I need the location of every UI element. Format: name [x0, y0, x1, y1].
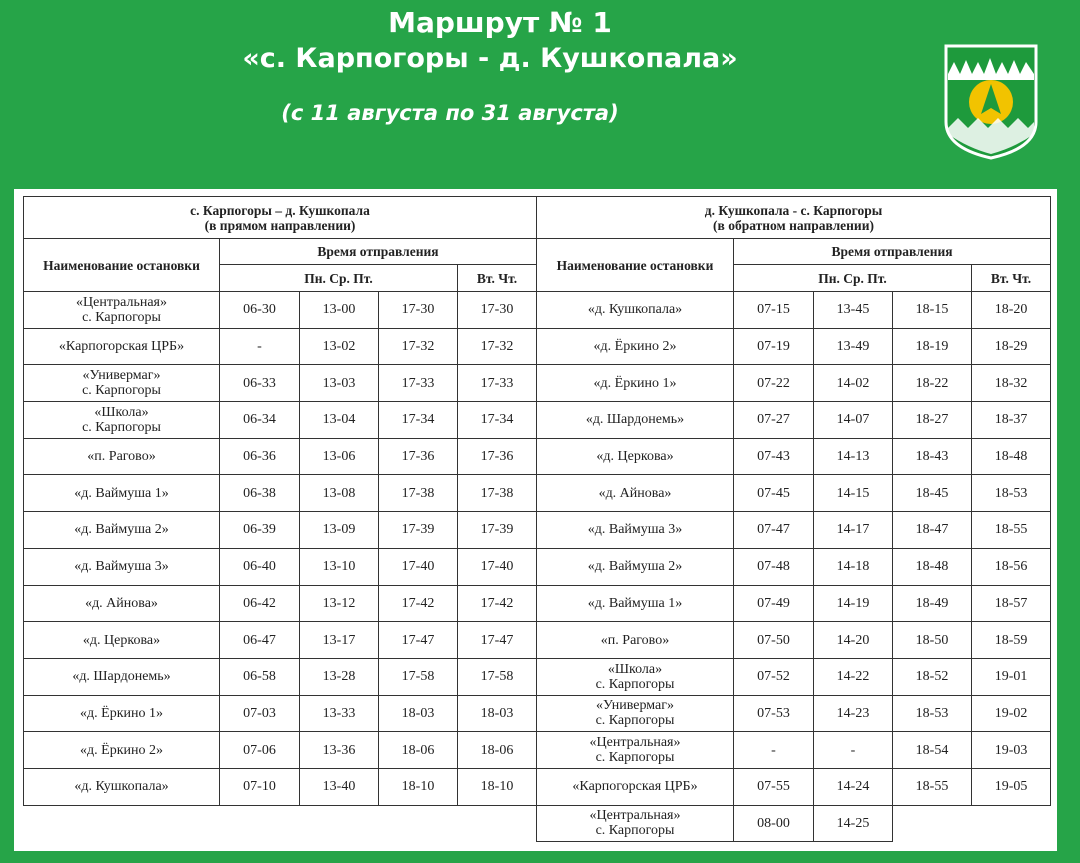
table-row: [24, 365, 537, 402]
departure-time: 14-22: [814, 658, 893, 695]
departure-time: 13-33: [300, 695, 379, 732]
stop-name: «Центральная»: [76, 294, 167, 310]
table-row: [24, 695, 537, 732]
stop-locality: с. Карпогоры: [82, 383, 161, 399]
table-row: [24, 512, 537, 549]
route-name: «с. Карпогоры - д. Кушкопала»: [242, 43, 738, 74]
departure-time: -: [220, 328, 300, 365]
departure-time: 18-56: [972, 548, 1051, 585]
departure-time: 17-33: [379, 365, 458, 402]
departure-time: 06-47: [220, 622, 300, 659]
departure-time: 18-10: [379, 768, 458, 805]
departure-time: 13-10: [300, 548, 379, 585]
departure-time: 17-30: [458, 292, 537, 329]
departure-time: 17-47: [379, 622, 458, 659]
departure-time: 14-15: [814, 475, 893, 512]
table-row: [24, 585, 537, 622]
stop-name: «Школа»: [94, 404, 149, 420]
departure-time: 17-58: [379, 658, 458, 695]
stop-name: «Универмаг»: [596, 698, 674, 714]
departure-time: 07-47: [734, 512, 814, 549]
departure-time: 07-22: [734, 365, 814, 402]
departure-time: 18-10: [458, 768, 537, 805]
forward-direction-title: с. Карпогоры – д. Кушкопала: [190, 202, 370, 218]
departure-time: 14-02: [814, 365, 893, 402]
departure-time: 18-53: [893, 695, 972, 732]
departure-time: 17-40: [379, 548, 458, 585]
departure-time: 13-03: [300, 365, 379, 402]
departure-time: 13-12: [300, 585, 379, 622]
departure-time: 18-52: [893, 658, 972, 695]
departure-time: 18-32: [972, 365, 1051, 402]
stop-name-cell: [24, 328, 220, 365]
departure-time: 17-58: [458, 658, 537, 695]
stop-name-cell: [24, 365, 220, 402]
departure-time: 18-03: [458, 695, 537, 732]
departure-time: 18-06: [458, 732, 537, 769]
stop-name-cell: [537, 732, 734, 769]
table-row: [24, 328, 537, 365]
table-row: [24, 768, 537, 805]
departure-time: 18-22: [893, 365, 972, 402]
stop-name: «д. Ваймуша 2»: [587, 559, 683, 575]
stop-name: «д. Ёркино 2»: [593, 339, 677, 355]
departure-time: 07-15: [734, 292, 814, 329]
departure-time: 13-40: [300, 768, 379, 805]
route-period: (с 11 августа по 31 августа): [281, 101, 619, 125]
stop-name-cell: [24, 292, 220, 329]
backward-direction-header: [537, 197, 1051, 239]
table-row: [537, 548, 1051, 585]
backward-stop-header: Наименование остановки: [537, 239, 734, 292]
departure-time: 08-00: [734, 805, 814, 842]
table-row: [537, 438, 1051, 475]
table-row: [24, 622, 537, 659]
departure-time: 14-19: [814, 585, 893, 622]
timetable-sheet: [14, 189, 1057, 851]
departure-time: 06-58: [220, 658, 300, 695]
stop-name-cell: [537, 585, 734, 622]
table-row: [537, 805, 1051, 842]
stop-name-cell: [537, 365, 734, 402]
table-row: [537, 585, 1051, 622]
stop-name: «д. Ёркино 1»: [80, 705, 163, 721]
departure-time: 17-47: [458, 622, 537, 659]
table-row: [537, 365, 1051, 402]
departure-time: 18-49: [893, 585, 972, 622]
departure-time: 07-43: [734, 438, 814, 475]
departure-time: 13-08: [300, 475, 379, 512]
departure-time: 18-27: [893, 402, 972, 439]
departure-time: 19-02: [972, 695, 1051, 732]
table-row: [537, 732, 1051, 769]
departure-time: 07-03: [220, 695, 300, 732]
table-row: [537, 328, 1051, 365]
departure-time: 18-37: [972, 402, 1051, 439]
stop-name: «д. Церкова»: [82, 632, 161, 648]
table-row: [537, 402, 1051, 439]
forward-time-header: Время отправления: [220, 239, 537, 265]
stop-name-cell: [537, 402, 734, 439]
departure-time: 07-52: [734, 658, 814, 695]
departure-time: 18-48: [893, 548, 972, 585]
stop-name-cell: [24, 402, 220, 439]
stop-name-cell: [24, 695, 220, 732]
stop-name-cell: [537, 438, 734, 475]
stop-name-cell: [537, 768, 734, 805]
table-row: [24, 292, 537, 329]
stop-name-cell: [537, 292, 734, 329]
stop-name: «д. Ёркино 1»: [593, 375, 677, 391]
departure-time: 06-39: [220, 512, 300, 549]
departure-time: 17-40: [458, 548, 537, 585]
departure-time: 06-38: [220, 475, 300, 512]
stop-locality: с. Карпогоры: [595, 713, 675, 729]
stop-name: «д. Ваймуша 2»: [74, 522, 169, 538]
stop-name: «д. Ваймуша 3»: [587, 522, 683, 538]
stop-name-cell: [24, 512, 220, 549]
stop-name-cell: [537, 805, 734, 842]
departure-time: 07-50: [734, 622, 814, 659]
departure-time: 18-48: [972, 438, 1051, 475]
departure-time: 17-32: [458, 328, 537, 365]
departure-time: 17-42: [379, 585, 458, 622]
forward-stop-header: Наименование остановки: [24, 239, 220, 292]
departure-time: 07-49: [734, 585, 814, 622]
stop-name: «д. Шардонемь»: [72, 669, 171, 685]
departure-time: 14-07: [814, 402, 893, 439]
departure-time: 18-03: [379, 695, 458, 732]
departure-time: 06-42: [220, 585, 300, 622]
table-row: [24, 658, 537, 695]
stop-name: «д. Ёркино 2»: [80, 742, 163, 758]
stop-name: «Универмаг»: [82, 368, 161, 384]
departure-time: 17-38: [379, 475, 458, 512]
departure-time: 07-53: [734, 695, 814, 732]
departure-time: 18-43: [893, 438, 972, 475]
stop-name: «д. Ваймуша 1»: [74, 485, 169, 501]
stop-name: «д. Кушкопала»: [587, 302, 683, 318]
table-row: [537, 695, 1051, 732]
table-row: [24, 438, 537, 475]
departure-time: 13-09: [300, 512, 379, 549]
stop-name-cell: [24, 768, 220, 805]
table-row: [537, 622, 1051, 659]
departure-time: 19-03: [972, 732, 1051, 769]
departure-time: 07-55: [734, 768, 814, 805]
departure-time: 14-13: [814, 438, 893, 475]
departure-time: 06-40: [220, 548, 300, 585]
coat-of-arms-icon: [944, 44, 1038, 160]
departure-time: 07-06: [220, 732, 300, 769]
departure-time: 13-00: [300, 292, 379, 329]
departure-time: 17-33: [458, 365, 537, 402]
departure-time: 13-28: [300, 658, 379, 695]
stop-name: «Центральная»: [589, 808, 681, 824]
empty-cell: [972, 805, 1051, 842]
departure-time: 07-10: [220, 768, 300, 805]
departure-time: 18-53: [972, 475, 1051, 512]
departure-time: 14-23: [814, 695, 893, 732]
stop-name-cell: [24, 548, 220, 585]
stop-name: «д. Церкова»: [596, 449, 674, 465]
stop-name-cell: [24, 622, 220, 659]
stop-name: «п. Рагово»: [87, 449, 156, 465]
backward-timetable: [536, 196, 1051, 842]
departure-time: 17-39: [458, 512, 537, 549]
departure-time: 18-55: [972, 512, 1051, 549]
departure-time: 18-15: [893, 292, 972, 329]
stop-name-cell: [24, 475, 220, 512]
empty-cell: [893, 805, 972, 842]
departure-time: 18-57: [972, 585, 1051, 622]
stop-locality: с. Карпогоры: [595, 823, 675, 839]
departure-time: 17-34: [458, 402, 537, 439]
table-row: [24, 732, 537, 769]
stop-name: «д. Айнова»: [598, 485, 672, 501]
stop-name-cell: [537, 622, 734, 659]
stop-name: «п. Рагово»: [600, 632, 670, 648]
departure-time: 18-29: [972, 328, 1051, 365]
departure-time: 17-39: [379, 512, 458, 549]
table-row: [24, 402, 537, 439]
stop-name-cell: [24, 658, 220, 695]
departure-time: 19-05: [972, 768, 1051, 805]
departure-time: 07-19: [734, 328, 814, 365]
departure-time: 06-33: [220, 365, 300, 402]
forward-timetable: [23, 196, 537, 806]
stop-locality: с. Карпогоры: [82, 419, 161, 435]
departure-time: 13-45: [814, 292, 893, 329]
backward-direction-sub: (в обратном направлении): [713, 217, 874, 233]
stop-locality: с. Карпогоры: [82, 309, 161, 325]
table-row: [537, 768, 1051, 805]
departure-time: 06-36: [220, 438, 300, 475]
table-row: [537, 475, 1051, 512]
table-row: [24, 475, 537, 512]
stop-name-cell: [537, 658, 734, 695]
departure-time: 14-25: [814, 805, 893, 842]
departure-time: 07-27: [734, 402, 814, 439]
forward-direction-sub: (в прямом направлении): [204, 217, 356, 233]
table-row: [537, 658, 1051, 695]
departure-time: 18-59: [972, 622, 1051, 659]
departure-time: 14-18: [814, 548, 893, 585]
departure-time: 07-45: [734, 475, 814, 512]
forward-days-tt: Вт. Чт.: [458, 265, 537, 292]
departure-time: 07-48: [734, 548, 814, 585]
table-row: [537, 512, 1051, 549]
departure-time: 18-54: [893, 732, 972, 769]
departure-time: 06-34: [220, 402, 300, 439]
stop-name-cell: [537, 695, 734, 732]
departure-time: 17-42: [458, 585, 537, 622]
departure-time: -: [814, 732, 893, 769]
stop-locality: с. Карпогоры: [595, 750, 675, 766]
stop-name-cell: [24, 732, 220, 769]
forward-days-mwf: Пн. Ср. Пт.: [220, 265, 458, 292]
table-row: [537, 292, 1051, 329]
stop-name: «Школа»: [607, 661, 663, 677]
departure-time: 13-06: [300, 438, 379, 475]
departure-time: 17-32: [379, 328, 458, 365]
departure-time: 13-49: [814, 328, 893, 365]
departure-time: 17-38: [458, 475, 537, 512]
stop-name: «д. Ваймуша 3»: [74, 559, 169, 575]
backward-time-header: Время отправления: [734, 239, 1051, 265]
departure-time: 17-36: [379, 438, 458, 475]
stop-locality: с. Карпогоры: [595, 676, 675, 692]
departure-time: 18-20: [972, 292, 1051, 329]
route-title: Маршрут № 1: [388, 6, 612, 39]
departure-time: 13-17: [300, 622, 379, 659]
departure-time: 17-34: [379, 402, 458, 439]
table-row: [24, 548, 537, 585]
stop-name: «Карпогорская ЦРБ»: [572, 779, 698, 795]
departure-time: 17-30: [379, 292, 458, 329]
stop-name-cell: [537, 512, 734, 549]
departure-time: 19-01: [972, 658, 1051, 695]
stop-name: «д. Ваймуша 1»: [587, 595, 683, 611]
departure-time: 18-45: [893, 475, 972, 512]
departure-time: 13-02: [300, 328, 379, 365]
departure-time: 13-36: [300, 732, 379, 769]
departure-time: 18-06: [379, 732, 458, 769]
stop-name: «д. Кушкопала»: [74, 779, 169, 795]
departure-time: 06-30: [220, 292, 300, 329]
departure-time: 18-50: [893, 622, 972, 659]
stop-name: «д. Айнова»: [85, 595, 158, 611]
backward-direction-title: д. Кушкопала - с. Карпогоры: [704, 202, 883, 218]
stop-name-cell: [537, 475, 734, 512]
departure-time: 18-19: [893, 328, 972, 365]
stop-name-cell: [24, 438, 220, 475]
forward-direction-header: [24, 197, 537, 239]
departure-time: 14-17: [814, 512, 893, 549]
departure-time: -: [734, 732, 814, 769]
departure-time: 13-04: [300, 402, 379, 439]
stop-name: «Центральная»: [589, 735, 681, 751]
departure-time: 18-55: [893, 768, 972, 805]
backward-days-mwf: Пн. Ср. Пт.: [734, 265, 972, 292]
departure-time: 14-24: [814, 768, 893, 805]
backward-days-tt: Вт. Чт.: [972, 265, 1051, 292]
stop-name-cell: [537, 328, 734, 365]
stop-name-cell: [537, 548, 734, 585]
stop-name: «Карпогорская ЦРБ»: [58, 339, 185, 355]
departure-time: 14-20: [814, 622, 893, 659]
departure-time: 18-47: [893, 512, 972, 549]
stop-name: «д. Шардонемь»: [585, 412, 685, 428]
stop-name-cell: [24, 585, 220, 622]
departure-time: 17-36: [458, 438, 537, 475]
